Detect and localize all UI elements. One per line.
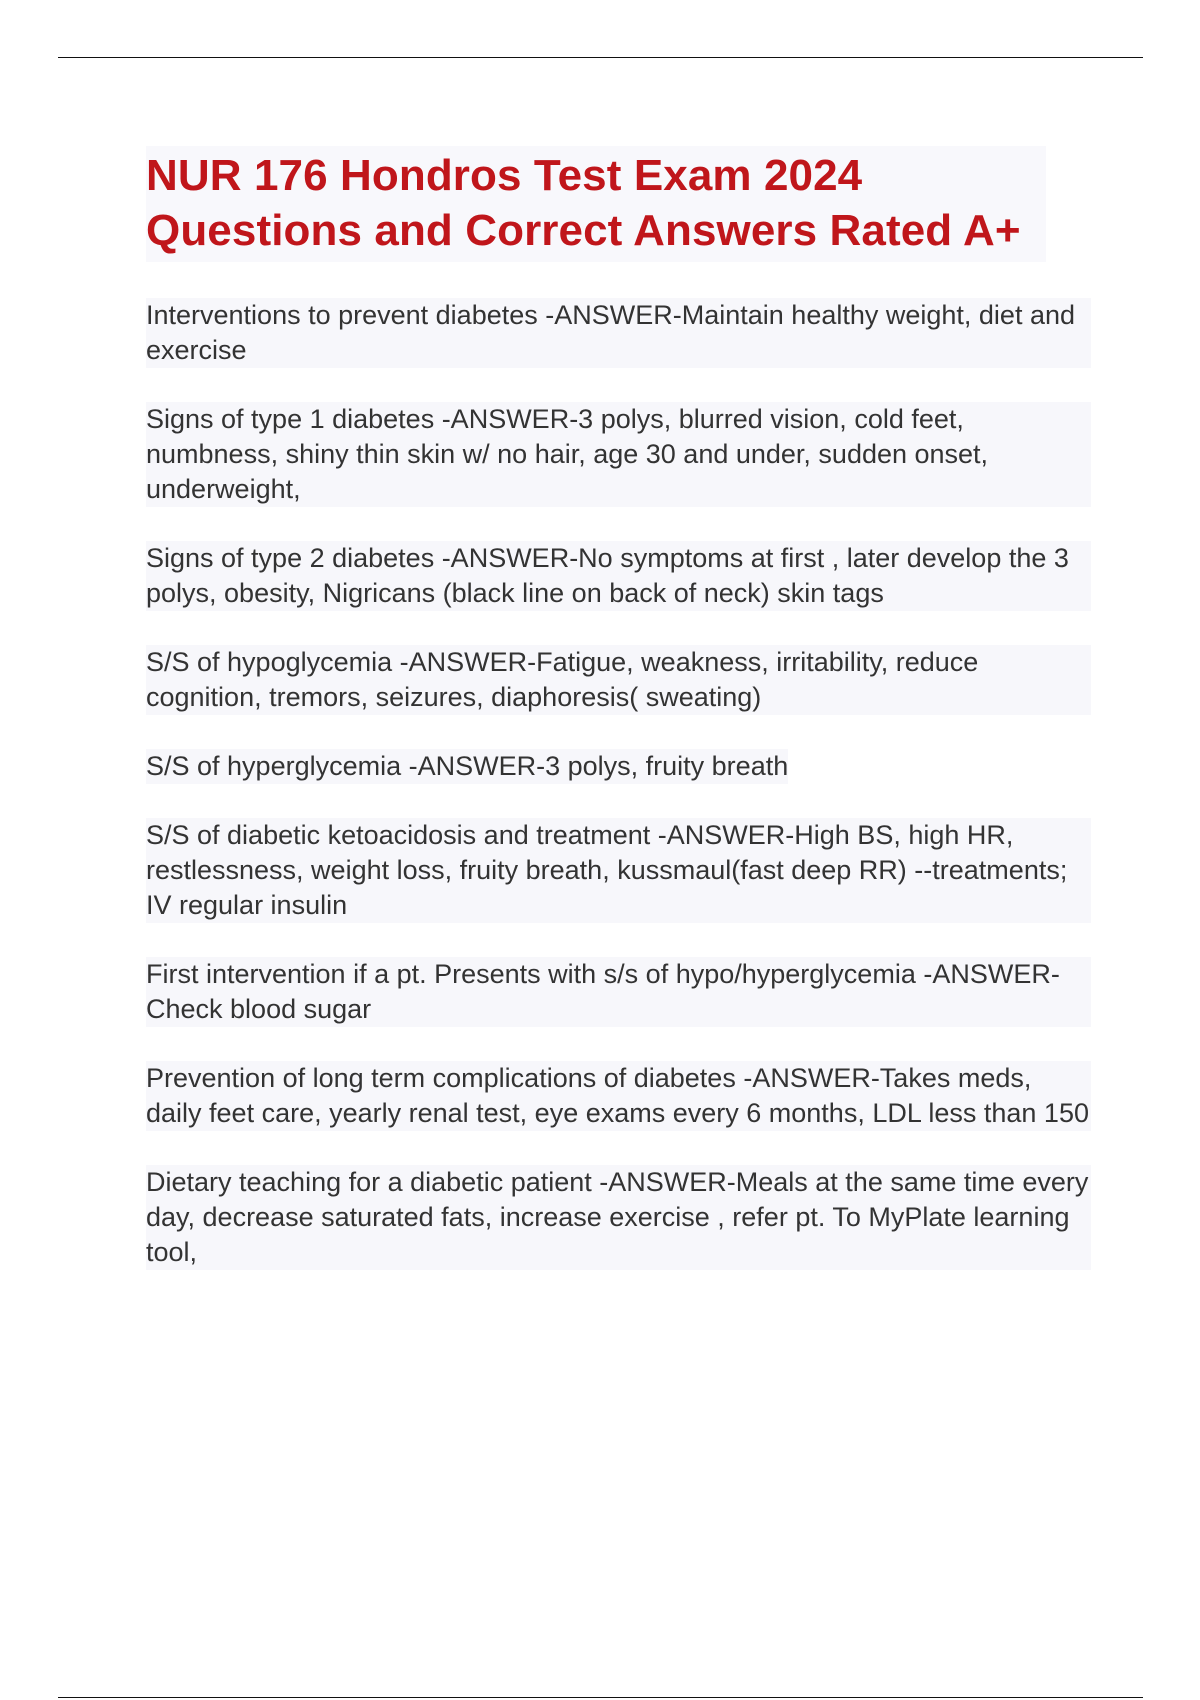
document-content: [146, 146, 1096, 1304]
qa-item: S/S of diabetic ketoacidosis and treatment -ANSWER-High BS, high HR, restlessness, weight loss, fruity breath, kussmaul(fast deep RR) --treatments; IV regular insulin: [146, 818, 1091, 923]
qa-item: First intervention if a pt. Presents with s/s of hypo/hyperglycemia -ANSWER-Check blood sugar: [146, 957, 1091, 1027]
top-rule: [58, 57, 1143, 58]
qa-list: [146, 298, 1096, 1270]
qa-item: Signs of type 1 diabetes -ANSWER-3 polys, blurred vision, cold feet, numbness, shiny thin skin w/ no hair, age 30 and under, sudden onset, underweight,: [146, 402, 1091, 507]
document-title: NUR 176 Hondros Test Exam 2024 Questions and Correct Answers Rated A+: [146, 146, 1046, 262]
qa-item: Interventions to prevent diabetes -ANSWER-Maintain healthy weight, diet and exercise: [146, 298, 1091, 368]
qa-item: Prevention of long term complications of diabetes -ANSWER-Takes meds, daily feet care, yearly renal test, eye exams every 6 months, LDL less than 150: [146, 1061, 1091, 1131]
qa-item: Dietary teaching for a diabetic patient -ANSWER-Meals at the same time every day, decrease saturated fats, increase exercise , refer pt. To MyPlate learning tool,: [146, 1165, 1091, 1270]
qa-item: S/S of hypoglycemia -ANSWER-Fatigue, weakness, irritability, reduce cognition, tremors, seizures, diaphoresis( sweating): [146, 645, 1091, 715]
qa-item: S/S of hyperglycemia -ANSWER-3 polys, fruity breath: [146, 749, 788, 784]
qa-item: Signs of type 2 diabetes -ANSWER-No symptoms at first , later develop the 3 polys, obesity, Nigricans (black line on back of neck) skin tags: [146, 541, 1091, 611]
bottom-rule: [58, 1697, 1143, 1698]
